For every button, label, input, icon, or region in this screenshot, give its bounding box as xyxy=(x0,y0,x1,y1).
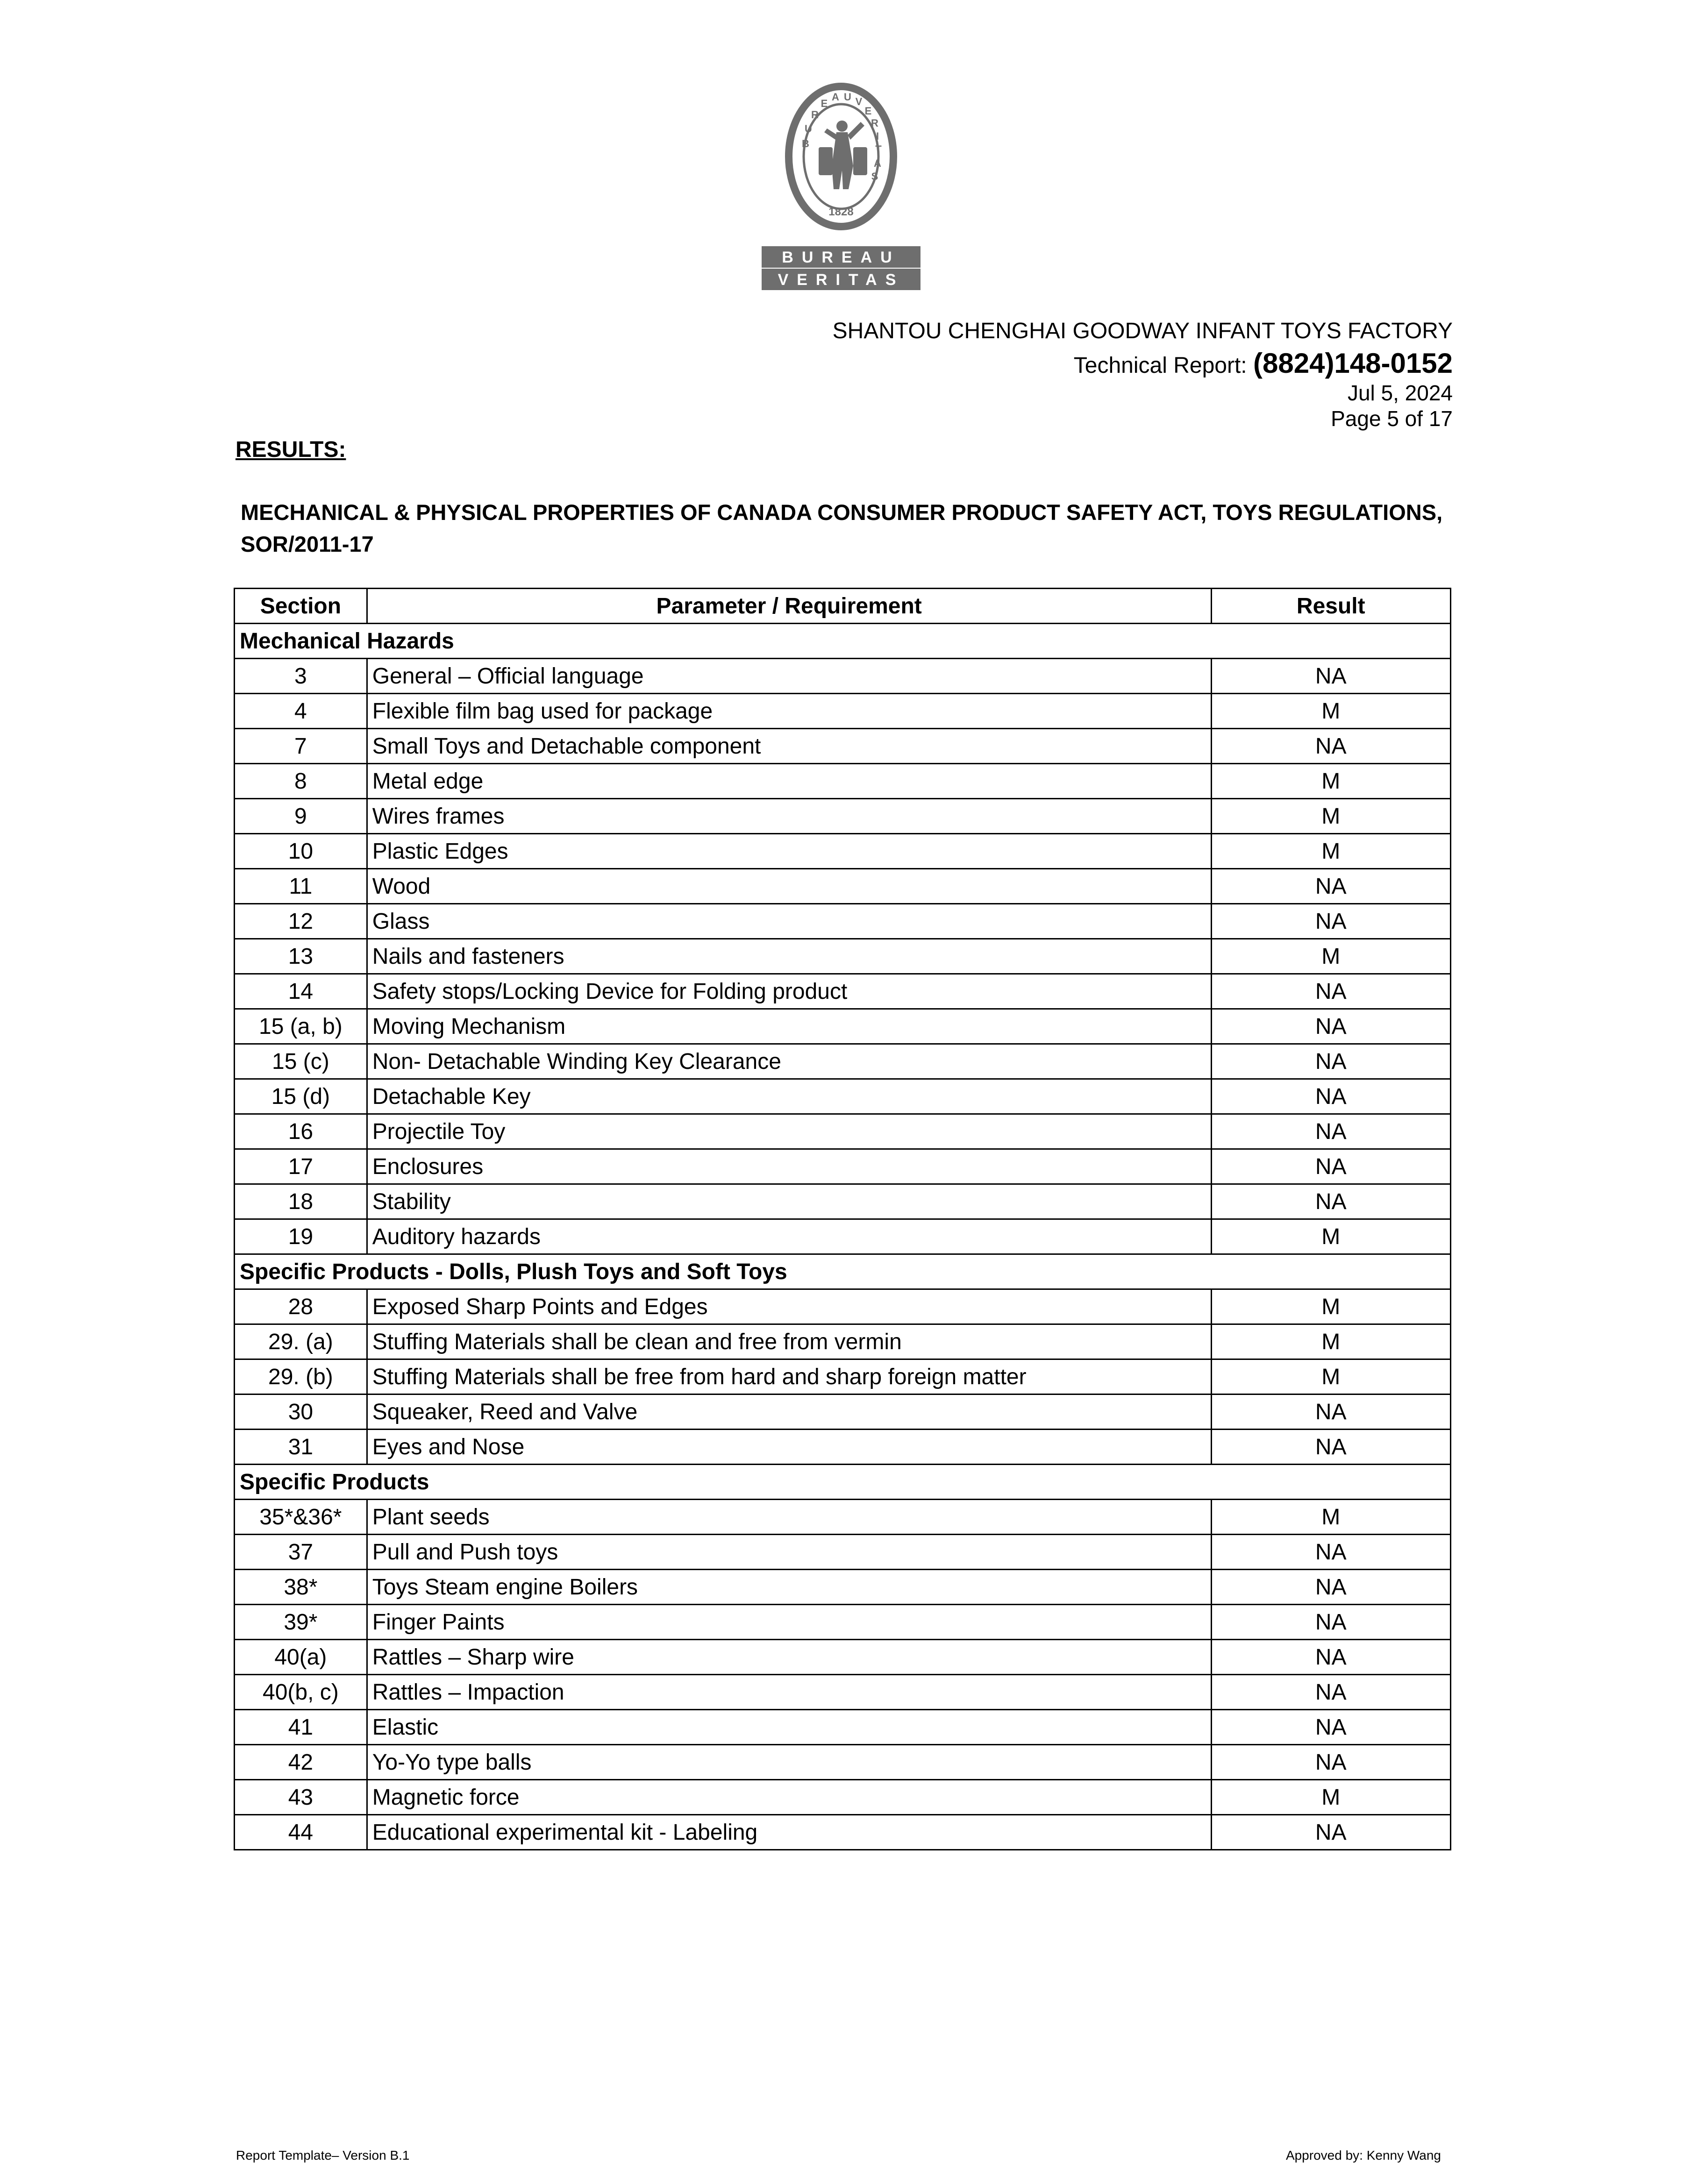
table-row xyxy=(235,1745,1451,1780)
logo-band-top: BUREAU xyxy=(782,249,900,266)
table-row xyxy=(235,764,1451,799)
cell-parameter: Wires frames xyxy=(367,799,1211,834)
cell-parameter: Non- Detachable Winding Key Clearance xyxy=(367,1044,1211,1079)
cell-parameter: General – Official language xyxy=(367,659,1211,694)
table-row xyxy=(235,729,1451,764)
cell-section: 9 xyxy=(235,799,367,834)
report-line xyxy=(833,347,1453,380)
cell-result: M xyxy=(1211,939,1450,974)
cell-result: NA xyxy=(1211,1079,1450,1114)
report-label: Technical Report: xyxy=(1073,353,1247,378)
cell-section: 38* xyxy=(235,1570,367,1605)
report-date: Jul 5, 2024 xyxy=(1347,380,1453,405)
cell-section: 12 xyxy=(235,904,367,939)
cell-section: 29. (b) xyxy=(235,1359,367,1394)
table-row xyxy=(235,1009,1451,1044)
cell-section: 41 xyxy=(235,1710,367,1745)
svg-text:E: E xyxy=(821,98,828,109)
cell-result: M xyxy=(1211,1219,1450,1254)
table-group-row xyxy=(235,1465,1451,1500)
header-result: Result xyxy=(1211,589,1450,624)
cell-section: 7 xyxy=(235,729,367,764)
table-row xyxy=(235,1710,1451,1745)
cell-section: 13 xyxy=(235,939,367,974)
cell-section: 44 xyxy=(235,1815,367,1850)
svg-text:U: U xyxy=(805,123,812,135)
logo-band-bottom: VERITAS xyxy=(778,271,905,289)
bureau-veritas-logo-graphic xyxy=(757,77,925,292)
table-row xyxy=(235,1640,1451,1675)
cell-parameter: Pull and Push toys xyxy=(367,1535,1211,1570)
cell-section: 16 xyxy=(235,1114,367,1149)
table-row xyxy=(235,1675,1451,1710)
table-row xyxy=(235,1359,1451,1394)
cell-parameter: Finger Paints xyxy=(367,1605,1211,1640)
table-row xyxy=(235,1219,1451,1254)
cell-section: 3 xyxy=(235,659,367,694)
cell-result: M xyxy=(1211,1289,1450,1324)
svg-text:T: T xyxy=(875,143,882,155)
cell-parameter: Rattles – Impaction xyxy=(367,1675,1211,1710)
cell-result: M xyxy=(1211,1359,1450,1394)
table-row xyxy=(235,659,1451,694)
cell-parameter: Exposed Sharp Points and Edges xyxy=(367,1289,1211,1324)
cell-parameter: Glass xyxy=(367,904,1211,939)
cell-parameter: Toys Steam engine Boilers xyxy=(367,1570,1211,1605)
cell-section: 14 xyxy=(235,974,367,1009)
svg-text:B: B xyxy=(802,138,809,149)
table-group-row xyxy=(235,624,1451,659)
cell-parameter: Rattles – Sharp wire xyxy=(367,1640,1211,1675)
cell-result: NA xyxy=(1211,904,1450,939)
cell-parameter: Plastic Edges xyxy=(367,834,1211,869)
cell-parameter: Moving Mechanism xyxy=(367,1009,1211,1044)
cell-result: NA xyxy=(1211,869,1450,904)
table-row xyxy=(235,1780,1451,1815)
page-number: Page 5 of 17 xyxy=(1331,406,1453,431)
cell-result: NA xyxy=(1211,1430,1450,1465)
cell-section: 43 xyxy=(235,1780,367,1815)
svg-text:A: A xyxy=(874,157,881,169)
cell-result: NA xyxy=(1211,1044,1450,1079)
results-table-body xyxy=(235,624,1451,1850)
cell-section: 31 xyxy=(235,1430,367,1465)
svg-text:U: U xyxy=(844,91,851,103)
table-row xyxy=(235,1535,1451,1570)
table-row xyxy=(235,1289,1451,1324)
cell-section: 11 xyxy=(235,869,367,904)
cell-parameter: Enclosures xyxy=(367,1149,1211,1184)
cell-result: NA xyxy=(1211,1570,1450,1605)
table-row xyxy=(235,1570,1451,1605)
cell-result: NA xyxy=(1211,1149,1450,1184)
cell-section: 40(b, c) xyxy=(235,1675,367,1710)
footer-approved-by: Approved by: Kenny Wang xyxy=(1285,2148,1441,2163)
cell-result: NA xyxy=(1211,1710,1450,1745)
cell-result: NA xyxy=(1211,1184,1450,1219)
cell-result: M xyxy=(1211,1500,1450,1535)
cell-parameter: Nails and fasteners xyxy=(367,939,1211,974)
cell-section: 15 (d) xyxy=(235,1079,367,1114)
cell-result: NA xyxy=(1211,1815,1450,1850)
cell-section: 17 xyxy=(235,1149,367,1184)
group-title: Mechanical Hazards xyxy=(235,624,1451,659)
cell-parameter: Squeaker, Reed and Valve xyxy=(367,1394,1211,1430)
cell-result: NA xyxy=(1211,1675,1450,1710)
group-title: Specific Products - Dolls, Plush Toys and Soft Toys xyxy=(235,1254,1451,1289)
cell-parameter: Plant seeds xyxy=(367,1500,1211,1535)
results-heading: RESULTS: xyxy=(235,437,346,462)
table-row xyxy=(235,939,1451,974)
cell-result: NA xyxy=(1211,1605,1450,1640)
table-row xyxy=(235,1079,1451,1114)
svg-text:R: R xyxy=(871,117,878,129)
cell-section: 15 (c) xyxy=(235,1044,367,1079)
cell-section: 19 xyxy=(235,1219,367,1254)
cell-result: NA xyxy=(1211,1394,1450,1430)
cell-result: NA xyxy=(1211,659,1450,694)
svg-text:E: E xyxy=(864,105,872,117)
table-row xyxy=(235,1044,1451,1079)
cell-parameter: Educational experimental kit - Labeling xyxy=(367,1815,1211,1850)
cell-section: 39* xyxy=(235,1605,367,1640)
svg-text:1828: 1828 xyxy=(828,206,854,218)
cell-section: 30 xyxy=(235,1394,367,1430)
cell-parameter: Stuffing Materials shall be clean and free from vermin xyxy=(367,1324,1211,1359)
cell-result: NA xyxy=(1211,729,1450,764)
cell-result: M xyxy=(1211,1324,1450,1359)
cell-result: M xyxy=(1211,764,1450,799)
document-title: MECHANICAL & PHYSICAL PROPERTIES OF CANADA CONSUMER PRODUCT SAFETY ACT, TOYS REGULATIONS, SOR/2011-17 xyxy=(241,500,1443,556)
header-section: Section xyxy=(235,589,367,624)
cell-parameter: Detachable Key xyxy=(367,1079,1211,1114)
svg-text:R: R xyxy=(811,109,819,121)
table-row xyxy=(235,799,1451,834)
cell-section: 18 xyxy=(235,1184,367,1219)
cell-section: 40(a) xyxy=(235,1640,367,1675)
cell-parameter: Safety stops/Locking Device for Folding product xyxy=(367,974,1211,1009)
cell-result: M xyxy=(1211,1780,1450,1815)
svg-text:A: A xyxy=(832,91,839,103)
cell-parameter: Elastic xyxy=(367,1710,1211,1745)
table-row xyxy=(235,834,1451,869)
cell-result: NA xyxy=(1211,1640,1450,1675)
cell-parameter: Small Toys and Detachable component xyxy=(367,729,1211,764)
results-table xyxy=(234,588,1451,1850)
group-title: Specific Products xyxy=(235,1465,1451,1500)
table-row xyxy=(235,1324,1451,1359)
bureau-veritas-logo xyxy=(757,77,925,292)
svg-text:V: V xyxy=(855,96,863,107)
cell-section: 35*&36* xyxy=(235,1500,367,1535)
company-name: SHANTOU CHENGHAI GOODWAY INFANT TOYS FACTORY xyxy=(832,319,1453,343)
cell-result: M xyxy=(1211,834,1450,869)
cell-section: 15 (a, b) xyxy=(235,1009,367,1044)
table-row xyxy=(235,1114,1451,1149)
report-number: (8824)148-0152 xyxy=(1253,347,1453,379)
cell-parameter: Magnetic force xyxy=(367,1780,1211,1815)
svg-text:S: S xyxy=(871,171,878,182)
table-row xyxy=(235,1500,1451,1535)
cell-result: NA xyxy=(1211,974,1450,1009)
svg-text:I: I xyxy=(876,130,879,142)
table-header-row xyxy=(235,589,1451,624)
footer-template-version: Report Template– Version B.1 xyxy=(236,2148,410,2163)
cell-parameter: Auditory hazards xyxy=(367,1219,1211,1254)
cell-parameter: Projectile Toy xyxy=(367,1114,1211,1149)
cell-result: NA xyxy=(1211,1009,1450,1044)
cell-result: NA xyxy=(1211,1745,1450,1780)
cell-parameter: Flexible film bag used for package xyxy=(367,694,1211,729)
cell-parameter: Eyes and Nose xyxy=(367,1430,1211,1465)
report-header xyxy=(833,318,1453,432)
table-row xyxy=(235,1149,1451,1184)
table-row xyxy=(235,1184,1451,1219)
cell-parameter: Wood xyxy=(367,869,1211,904)
cell-section: 29. (a) xyxy=(235,1324,367,1359)
table-row xyxy=(235,1430,1451,1465)
cell-parameter: Yo-Yo type balls xyxy=(367,1745,1211,1780)
cell-section: 37 xyxy=(235,1535,367,1570)
header-parameter: Parameter / Requirement xyxy=(367,589,1211,624)
table-row xyxy=(235,904,1451,939)
cell-section: 10 xyxy=(235,834,367,869)
cell-parameter: Stability xyxy=(367,1184,1211,1219)
cell-result: M xyxy=(1211,799,1450,834)
cell-section: 8 xyxy=(235,764,367,799)
table-row xyxy=(235,1815,1451,1850)
cell-section: 28 xyxy=(235,1289,367,1324)
table-row xyxy=(235,974,1451,1009)
table-row xyxy=(235,1605,1451,1640)
cell-parameter: Stuffing Materials shall be free from hard and sharp foreign matter xyxy=(367,1359,1211,1394)
cell-result: NA xyxy=(1211,1114,1450,1149)
table-row xyxy=(235,694,1451,729)
table-row xyxy=(235,869,1451,904)
cell-section: 42 xyxy=(235,1745,367,1780)
cell-parameter: Metal edge xyxy=(367,764,1211,799)
cell-result: NA xyxy=(1211,1535,1450,1570)
table-row xyxy=(235,1394,1451,1430)
cell-result: M xyxy=(1211,694,1450,729)
cell-section: 4 xyxy=(235,694,367,729)
table-group-row xyxy=(235,1254,1451,1289)
